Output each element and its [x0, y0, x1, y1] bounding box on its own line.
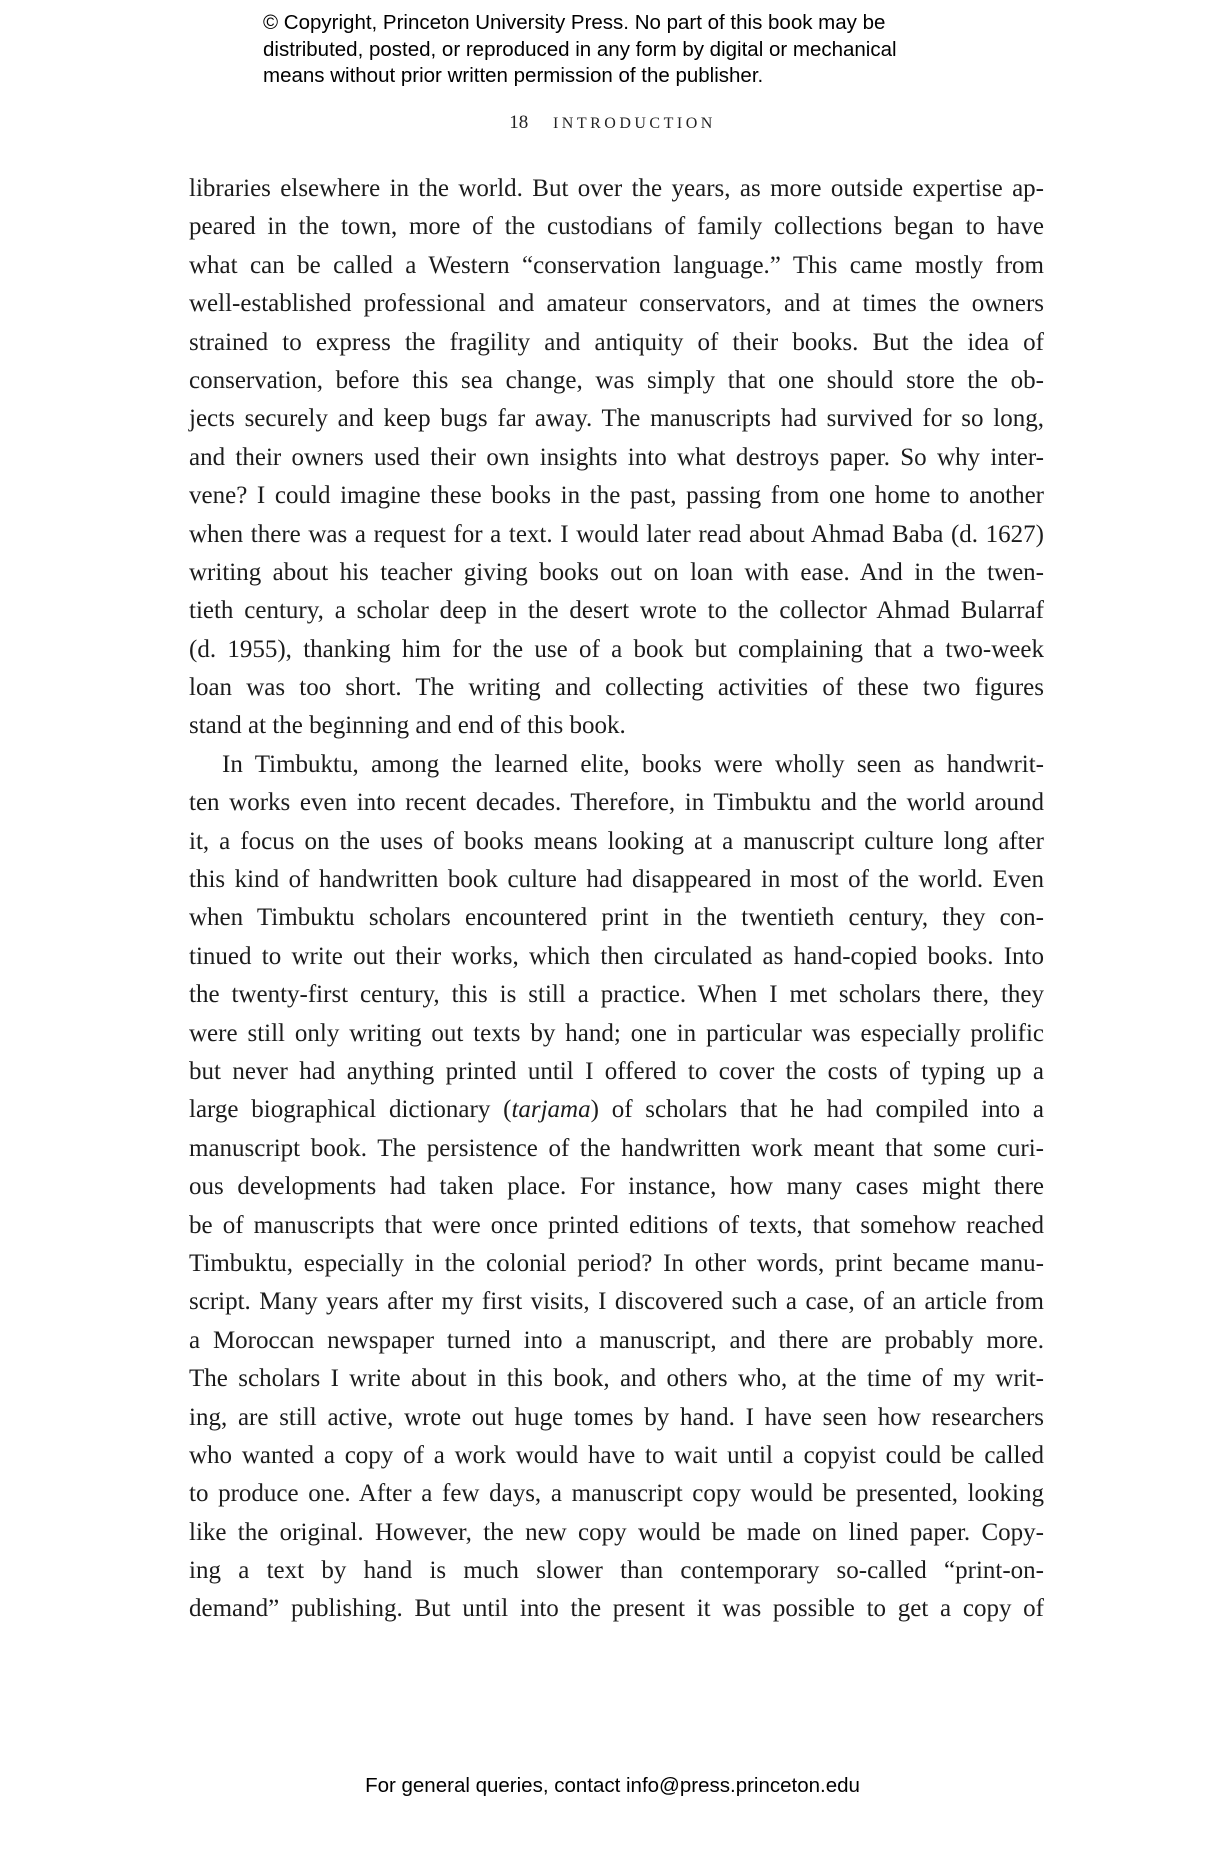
text-line: script. Many years after my first visits, I discovered such a case, of an article from	[189, 1288, 1044, 1316]
text-line: ten works even into recent decades. Therefore, in Timbuktu and the world around	[189, 789, 1044, 817]
text-line: who wanted a copy of a work would have to wait until a copyist could be called	[189, 1441, 1044, 1469]
text-line: a Moroccan newspaper turned into a manuscript, and there are probably more.	[189, 1326, 1044, 1354]
text-segment: large biographical dictionary (	[189, 1096, 512, 1124]
text-line: In Timbuktu, among the learned elite, books were wholly seen as handwrit-	[222, 750, 1044, 778]
text-line: (d. 1955), thanking him for the use of a book but complaining that a two-week	[189, 635, 1044, 663]
text-line: ous developments had taken place. For instance, how many cases might there	[189, 1173, 1044, 1201]
text-line: strained to express the fragility and antiquity of their books. But the idea of	[189, 328, 1044, 356]
text-line: and their owners used their own insights into what destroys paper. So why inter-	[189, 443, 1044, 471]
text-line: demand” publishing. But until into the present it was possible to get a copy of	[189, 1595, 1044, 1623]
text-line: it, a focus on the uses of books means looking at a manuscript culture long after	[189, 827, 1044, 855]
body-text	[189, 170, 1044, 1629]
text-line: like the original. However, the new copy would be made on lined paper. Copy-	[189, 1518, 1044, 1546]
running-head	[0, 112, 1225, 134]
text-line: peared in the town, more of the custodians of family collections began to have	[189, 213, 1044, 241]
text-line: but never had anything printed until I offered to cover the costs of typing up a	[189, 1057, 1044, 1085]
copyright-line: distributed, posted, or reproduced in any form by digital or mechanical	[263, 37, 897, 61]
text-line: writing about his teacher giving books out on loan with ease. And in the twen-	[189, 558, 1044, 586]
footer-contact: For general queries, contact info@press.princeton.edu	[365, 1774, 860, 1797]
text-line: well-established professional and amateur conservators, and at times the owners	[189, 290, 1044, 318]
text-line: Timbuktu, especially in the colonial period? In other words, print became manu-	[189, 1249, 1044, 1277]
text-line: loan was too short. The writing and collecting activities of these two figures	[189, 674, 1044, 702]
copyright-line: means without prior written permission of the publisher.	[263, 64, 764, 87]
text-line: libraries elsewhere in the world. But over the years, as more outside expertise ap-	[189, 175, 1044, 202]
text-line: be of manuscripts that were once printed editions of texts, that somehow reached	[189, 1211, 1044, 1239]
text-line: tinued to write out their works, which then circulated as hand-copied books. Into	[189, 942, 1044, 970]
text-line: The scholars I write about in this book, and others who, at the time of my writ-	[189, 1365, 1044, 1393]
text-line: when there was a request for a text. I would later read about Ahmad Baba (d. 1627)	[189, 520, 1044, 548]
text-line: what can be called a Western “conservation language.” This came mostly from	[189, 251, 1044, 279]
copyright-line: © Copyright, Princeton University Press. No part of this book may be	[263, 11, 886, 34]
text-line: this kind of handwritten book culture had disappeared in most of the world. Even	[189, 866, 1044, 894]
text-line: when Timbuktu scholars encountered print in the twentieth century, they con-	[189, 904, 1044, 932]
chapter-title: INTRODUCTION	[552, 115, 716, 132]
text-line: ing a text by hand is much slower than contemporary so-called “print-on-	[189, 1557, 1044, 1585]
text-line: vene? I could imagine these books in the past, passing from one home to another	[189, 482, 1044, 510]
text-line: stand at the beginning and end of this book.	[189, 712, 626, 740]
text-line: jects securely and keep bugs far away. The manuscripts had survived for so long,	[189, 405, 1044, 433]
copyright-notice	[263, 10, 1023, 90]
text-line-with-italic	[189, 1091, 1044, 1129]
text-line: the twenty-first century, this is still a practice. When I met scholars there, they	[189, 981, 1044, 1009]
text-line: manuscript book. The persistence of the handwritten work meant that some curi-	[189, 1134, 1044, 1162]
text-line: conservation, before this sea change, was simply that one should store the ob-	[189, 366, 1044, 394]
page-number: 18	[509, 112, 529, 133]
text-segment: ) of scholars that he had compiled into a	[590, 1096, 1044, 1124]
text-line: tieth century, a scholar deep in the desert wrote to the collector Ahmad Bularraf	[189, 597, 1044, 625]
italic-term: tarjama	[511, 1096, 591, 1124]
text-line: were still only writing out texts by hand; one in particular was especially prolific	[189, 1019, 1044, 1047]
text-line: to produce one. After a few days, a manuscript copy would be presented, looking	[189, 1480, 1044, 1508]
text-line: ing, are still active, wrote out huge tomes by hand. I have seen how researchers	[189, 1403, 1044, 1431]
